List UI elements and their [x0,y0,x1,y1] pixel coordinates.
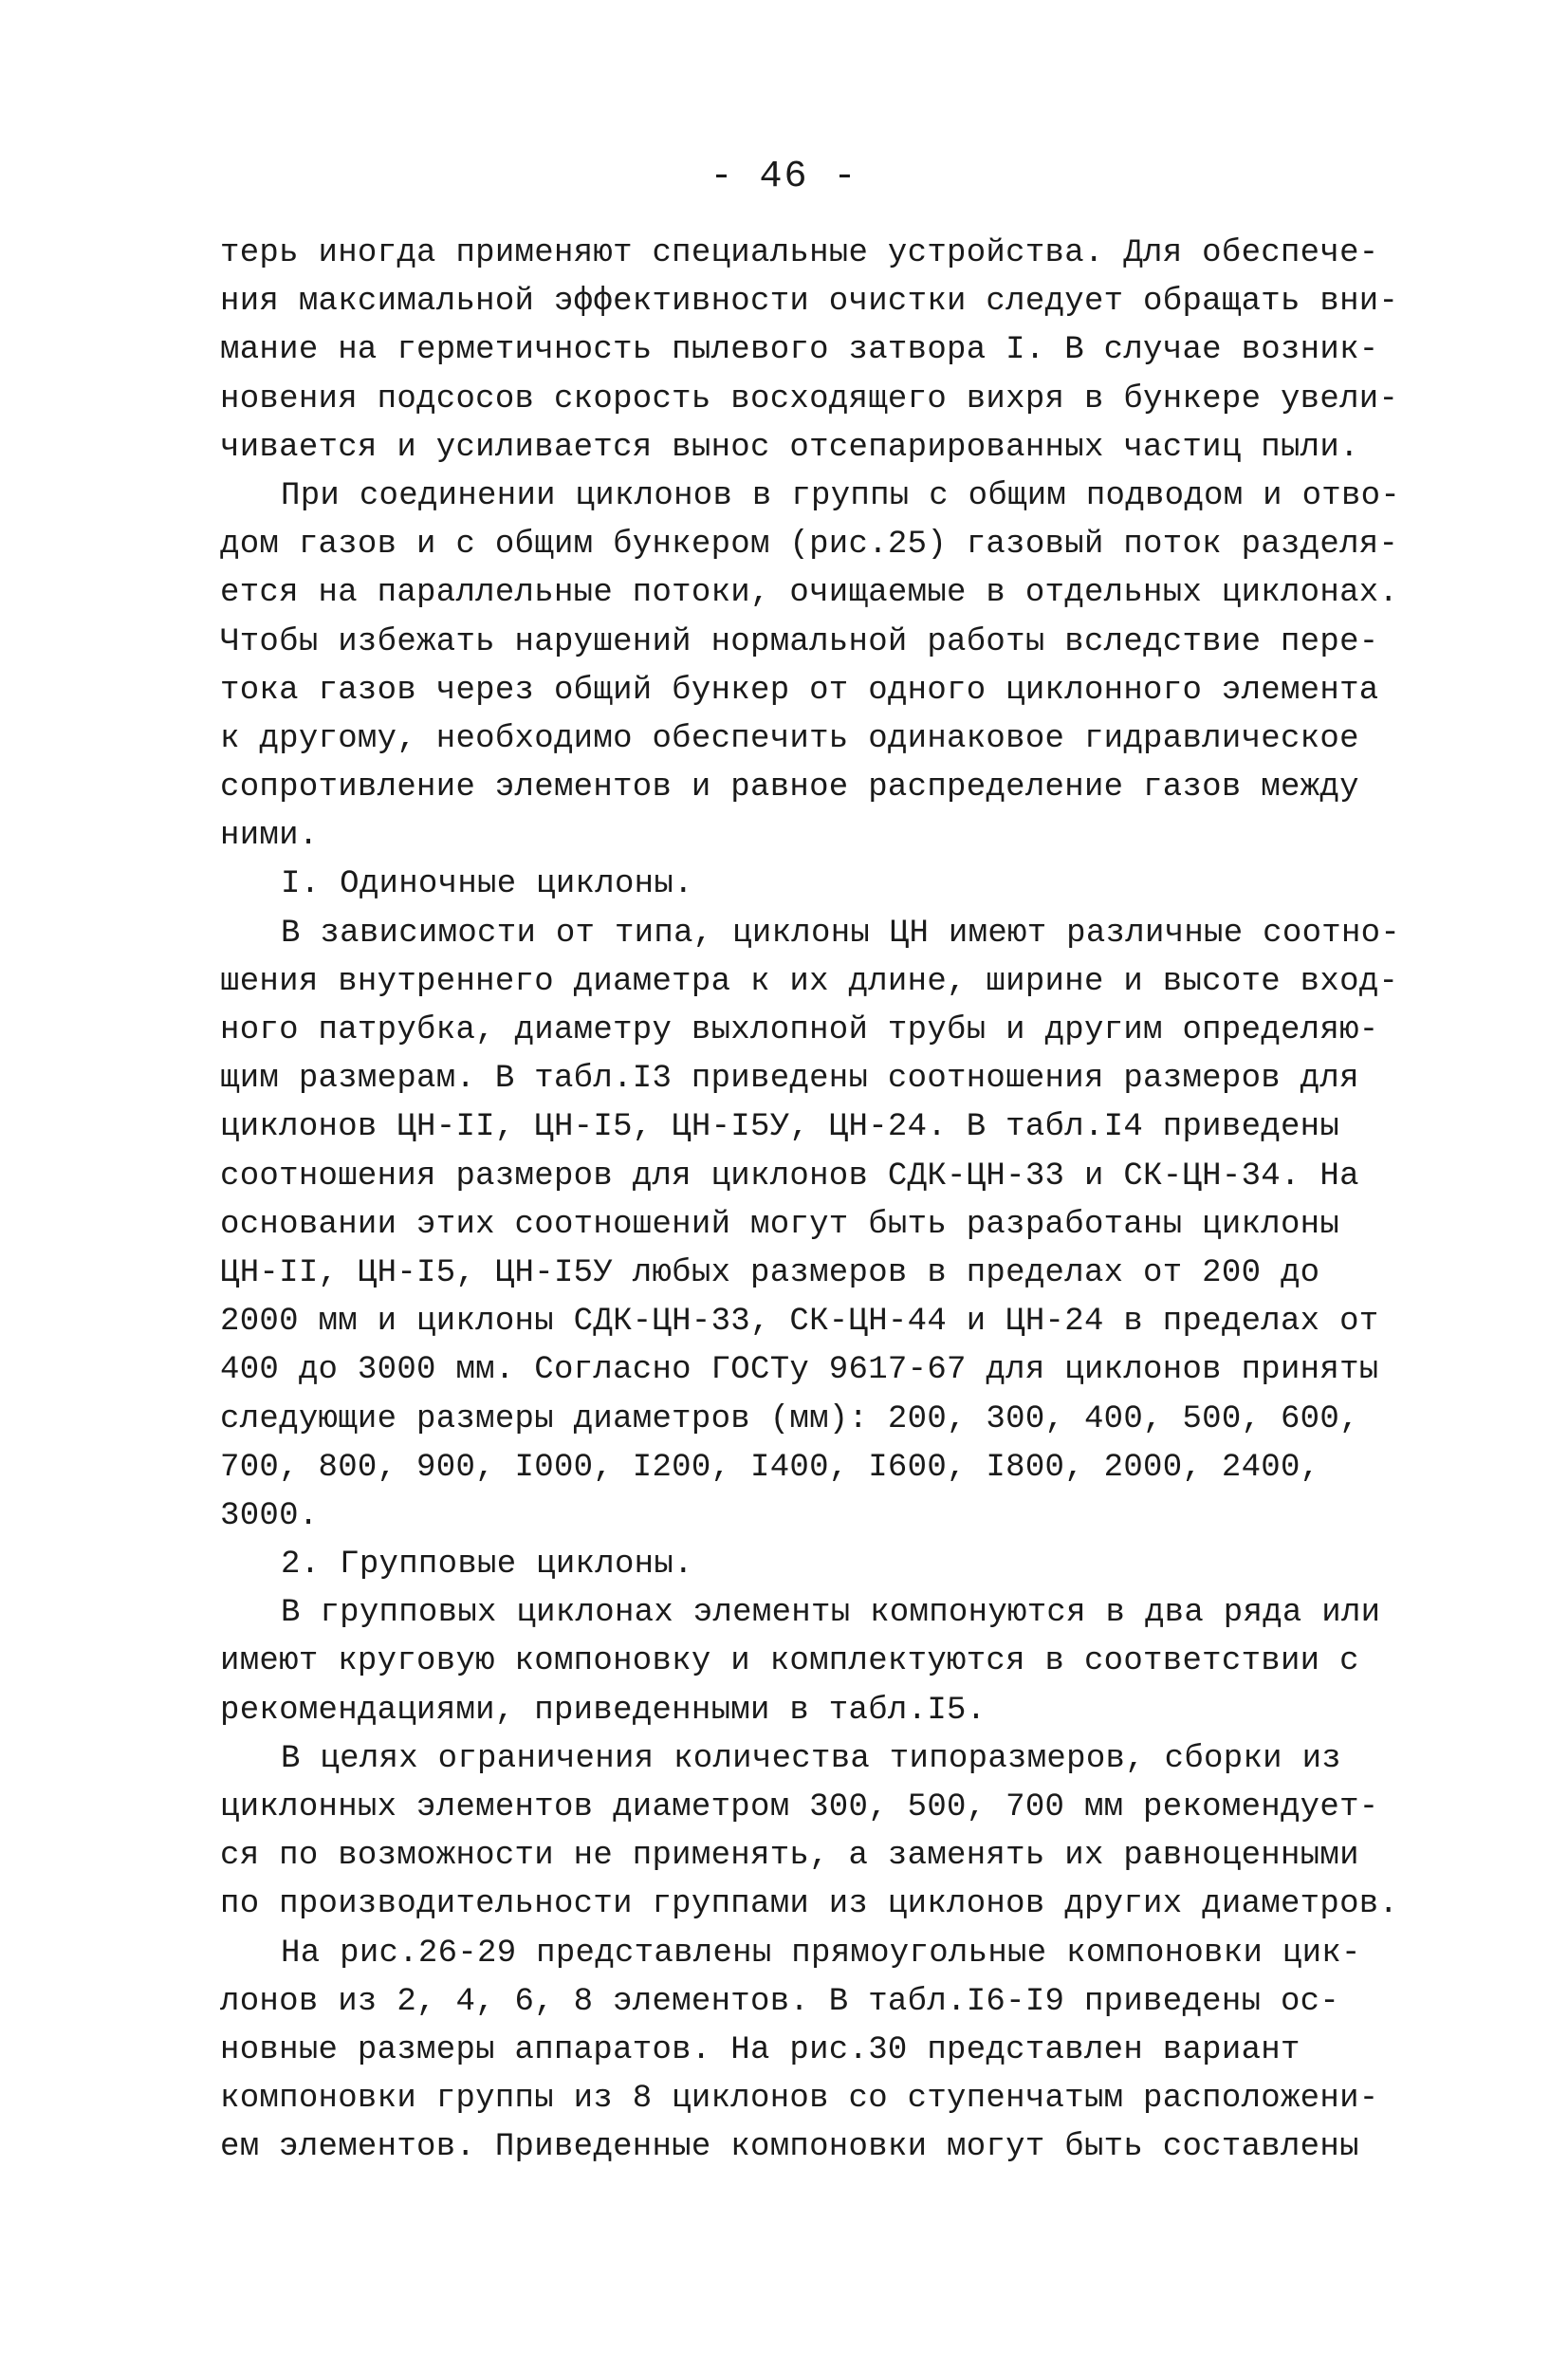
paragraph-start-line: На рис.26-29 представлены прямоугольные компоновки цик- [281,1935,1361,1972]
text-line: основании этих соотношений могут быть разработаны циклоны [220,1206,1340,1243]
text-line: следующие размеры диаметров (мм): 200, 300, 400, 500, 600, [220,1400,1359,1437]
text-line: ЦН-II, ЦН-I5, ЦН-I5У любых размеров в пределах от 200 до [220,1254,1320,1291]
text-line: 2000 мм и циклоны СДК-ЦН-33, СК-ЦН-44 и ЦН-24 в пределах от [220,1304,1379,1341]
text-line: 400 до 3000 мм. Согласно ГОСТу 9617-67 для циклонов приняты [220,1352,1379,1389]
text-line: дом газов и с общим бункером (рис.25) газовый поток разделя- [220,527,1399,564]
text-line: рекомендациями, приведенными в табл.I5. [220,1692,987,1729]
paragraph-start-line: В групповых циклонах элементы компонуются в два ряда или [281,1595,1381,1632]
text-line: компоновки группы из 8 циклонов со ступенчатым расположени- [220,2081,1379,2118]
text-line: ного патрубка, диаметру выхлопной трубы и другим определяю- [220,1012,1379,1048]
text-line: циклонов ЦН-II, ЦН-I5, ЦН-I5У, ЦН-24. В табл.I4 приведены [220,1109,1340,1146]
paragraph-start-line: В зависимости от типа, циклоны ЦН имеют различные соотно- [281,915,1401,952]
text-line: лонов из 2, 4, 6, 8 элементов. В табл.I6-I9 приведены ос- [220,1983,1340,2020]
text-line: терь иногда применяют специальные устройства. Для обеспече- [220,235,1379,271]
text-line: ется на параллельные потоки, очищаемые в отдельных циклонах. [220,575,1399,612]
text-line: 700, 800, 900, I000, I200, I400, I600, I800, 2000, 2400, [220,1449,1320,1486]
text-line: ния максимальной эффективности очистки следует обращать вни- [220,284,1399,321]
paragraph-start-line: В целях ограничения количества типоразмеров, сборки из [281,1740,1341,1777]
text-line: Чтобы избежать нарушений нормальной работы вследствие пере- [220,623,1379,660]
text-line: ем элементов. Приведенные компоновки могут быть составлены [220,2129,1359,2166]
text-line: имеют круговую компоновку и комплектуются в соответствии с [220,1643,1359,1680]
text-line: шения внутреннего диаметра к их длине, ширине и высоте вход- [220,963,1399,1000]
section-heading: 2. Групповые циклоны. [281,1547,693,1584]
paragraph-start-line: При соединении циклонов в группы с общим подводом и отво- [281,477,1401,514]
text-line: циклонных элементов диаметром 300, 500, 700 мм рекомендует- [220,1789,1379,1825]
text-line: новения подсосов скорость восходящего вихря в бункере увели- [220,380,1399,417]
text-line: по производительности группами из циклонов других диаметров. [220,1886,1399,1923]
text-line: чивается и усиливается вынос отсепарированных частиц пыли. [220,429,1359,466]
text-line: к другому, необходимо обеспечить одинаковое гидравлическое [220,720,1359,757]
text-line: ними. [220,818,319,855]
text-line: мание на герметичность пылевого затвора I. В случае возник- [220,332,1379,369]
text-line: соотношения размеров для циклонов СДК-ЦН-33 и СК-ЦН-34. На [220,1158,1359,1195]
text-line: тока газов через общий бункер от одного циклонного элемента [220,672,1379,709]
text-line: щим размерам. В табл.I3 приведены соотношения размеров для [220,1061,1359,1098]
section-heading: I. Одиночные циклоны. [281,866,693,903]
text-line: новные размеры аппаратов. На рис.30 представлен вариант [220,2031,1301,2068]
text-line: 3000. [220,1497,319,1534]
text-line: ся по возможности не применять, а заменять их равноценными [220,1838,1359,1875]
text-line: сопротивление элементов и равное распределение газов между [220,769,1359,806]
body-text [220,230,1401,2173]
page-number: - 46 - [710,156,858,198]
